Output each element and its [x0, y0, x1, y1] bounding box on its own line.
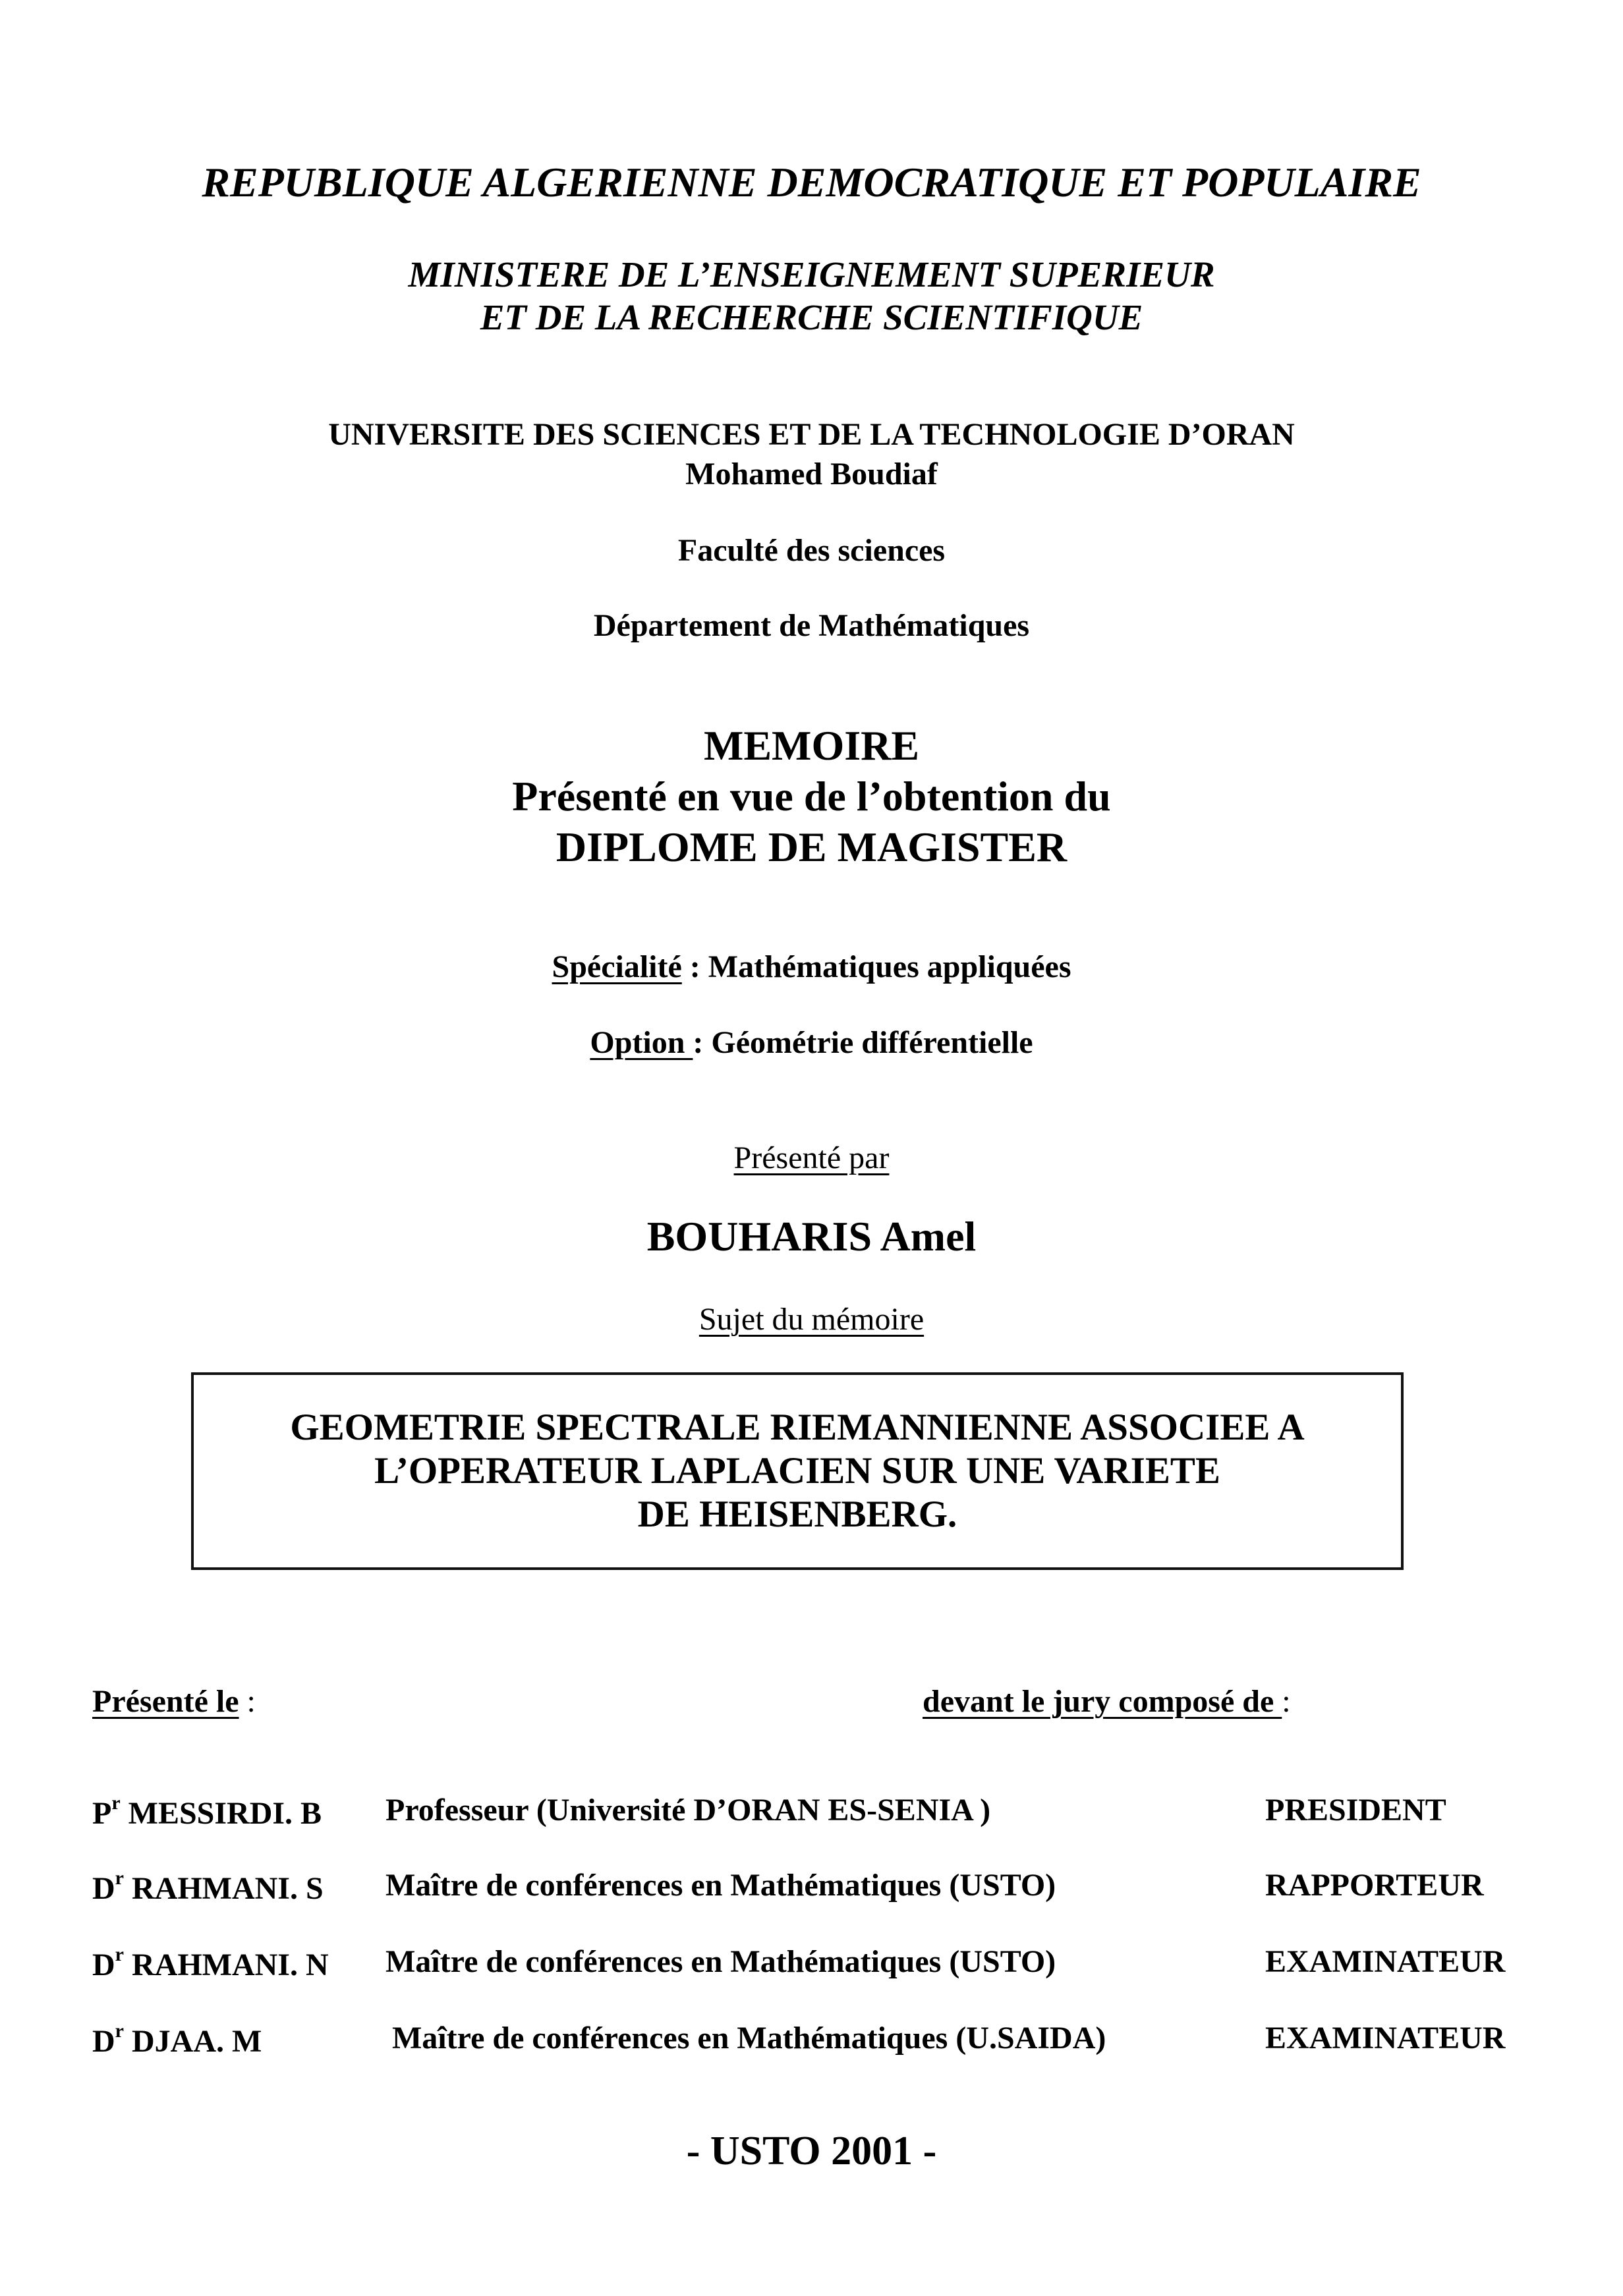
jury-member — [0, 1867, 1623, 1913]
jury-member-affiliation: Maître de conférences en Mathématiques (USTO) — [385, 1944, 1056, 1979]
subject-label — [0, 1301, 1623, 1337]
ministry-heading-line1: MINISTERE DE L’ENSEIGNEMENT SUPERIEUR — [408, 254, 1215, 294]
topic-line-2: L’OPERATEUR LAPLACIEN SUR UNE VARIETE — [374, 1450, 1220, 1492]
topic-line-1: GEOMETRIE SPECTRALE RIEMANNIENNE ASSOCIEE A — [290, 1407, 1305, 1448]
jury-member-affiliation: Maître de conférences en Mathématiques (U.SAIDA) — [392, 2021, 1106, 2056]
jury-member-name: $D^r$ RAHMANI. S — [92, 1867, 324, 1906]
specialty-label: Spécialité — [552, 949, 682, 984]
presented-on — [92, 1683, 256, 1720]
document-purpose: Présenté en vue de l’obtention du — [512, 773, 1111, 820]
option-label: Option — [590, 1025, 693, 1060]
jury-heading-colon: : — [1282, 1684, 1291, 1719]
jury-member-role: EXAMINATEUR — [1265, 2021, 1506, 2056]
university-name: UNIVERSITE DES SCIENCES ET DE LA TECHNOLOGIE D’ORAN — [328, 417, 1295, 452]
subject-label-text: Sujet du mémoire — [698, 1302, 925, 1337]
ministry-heading-line2: ET DE LA RECHERCHE SCIENTIFIQUE — [480, 297, 1143, 337]
jury-member — [0, 2020, 1623, 2066]
presented-on-colon: : — [239, 1684, 256, 1719]
jury-heading-label: devant le jury composé de — [923, 1684, 1282, 1719]
option-line — [0, 1024, 1623, 1061]
author-name: BOUHARIS Amel — [646, 1213, 977, 1260]
document-type: MEMOIRE — [703, 722, 920, 769]
jury-member — [0, 1792, 1623, 1838]
jury-member-name: $P^r$ MESSIRDI. B — [92, 1792, 322, 1831]
diploma-name: DIPLOME DE MAGISTER — [555, 824, 1068, 870]
republic-heading: REPUBLIQUE ALGERIENNE DEMOCRATIQUE ET POPULAIRE — [202, 159, 1421, 206]
thesis-topic-box — [191, 1372, 1404, 1570]
jury-member-name: $D^r$ DJAA. M — [92, 2020, 262, 2059]
jury-heading — [923, 1683, 1291, 1720]
presented-by-text: Présenté par — [733, 1140, 890, 1175]
faculty-name: Faculté des sciences — [677, 533, 946, 568]
footer-institution-year: - USTO 2001 - — [686, 2129, 937, 2173]
university-patron: Mohamed Boudiaf — [685, 457, 938, 491]
specialty-value: : Mathématiques appliquées — [681, 949, 1071, 984]
jury-member-affiliation: Professeur (Université D’ORAN ES-SENIA ) — [385, 1793, 991, 1828]
jury-member-role: EXAMINATEUR — [1265, 1944, 1506, 1979]
department-name: Département de Mathématiques — [593, 608, 1030, 643]
presented-by-label — [0, 1140, 1623, 1176]
option-value: : Géométrie différentielle — [693, 1025, 1033, 1060]
jury-member-role: PRESIDENT — [1265, 1793, 1446, 1828]
jury-member-role: RAPPORTEUR — [1265, 1868, 1484, 1903]
topic-line-3: DE HEISENBERG. — [637, 1494, 957, 1535]
jury-member-affiliation: Maître de conférences en Mathématiques (USTO) — [385, 1868, 1056, 1903]
jury-member-name: $D^r$ RAHMANI. N — [92, 1944, 329, 1982]
presented-on-label: Présenté le — [92, 1684, 239, 1719]
specialty-line — [0, 949, 1623, 985]
jury-member — [0, 1944, 1623, 1990]
